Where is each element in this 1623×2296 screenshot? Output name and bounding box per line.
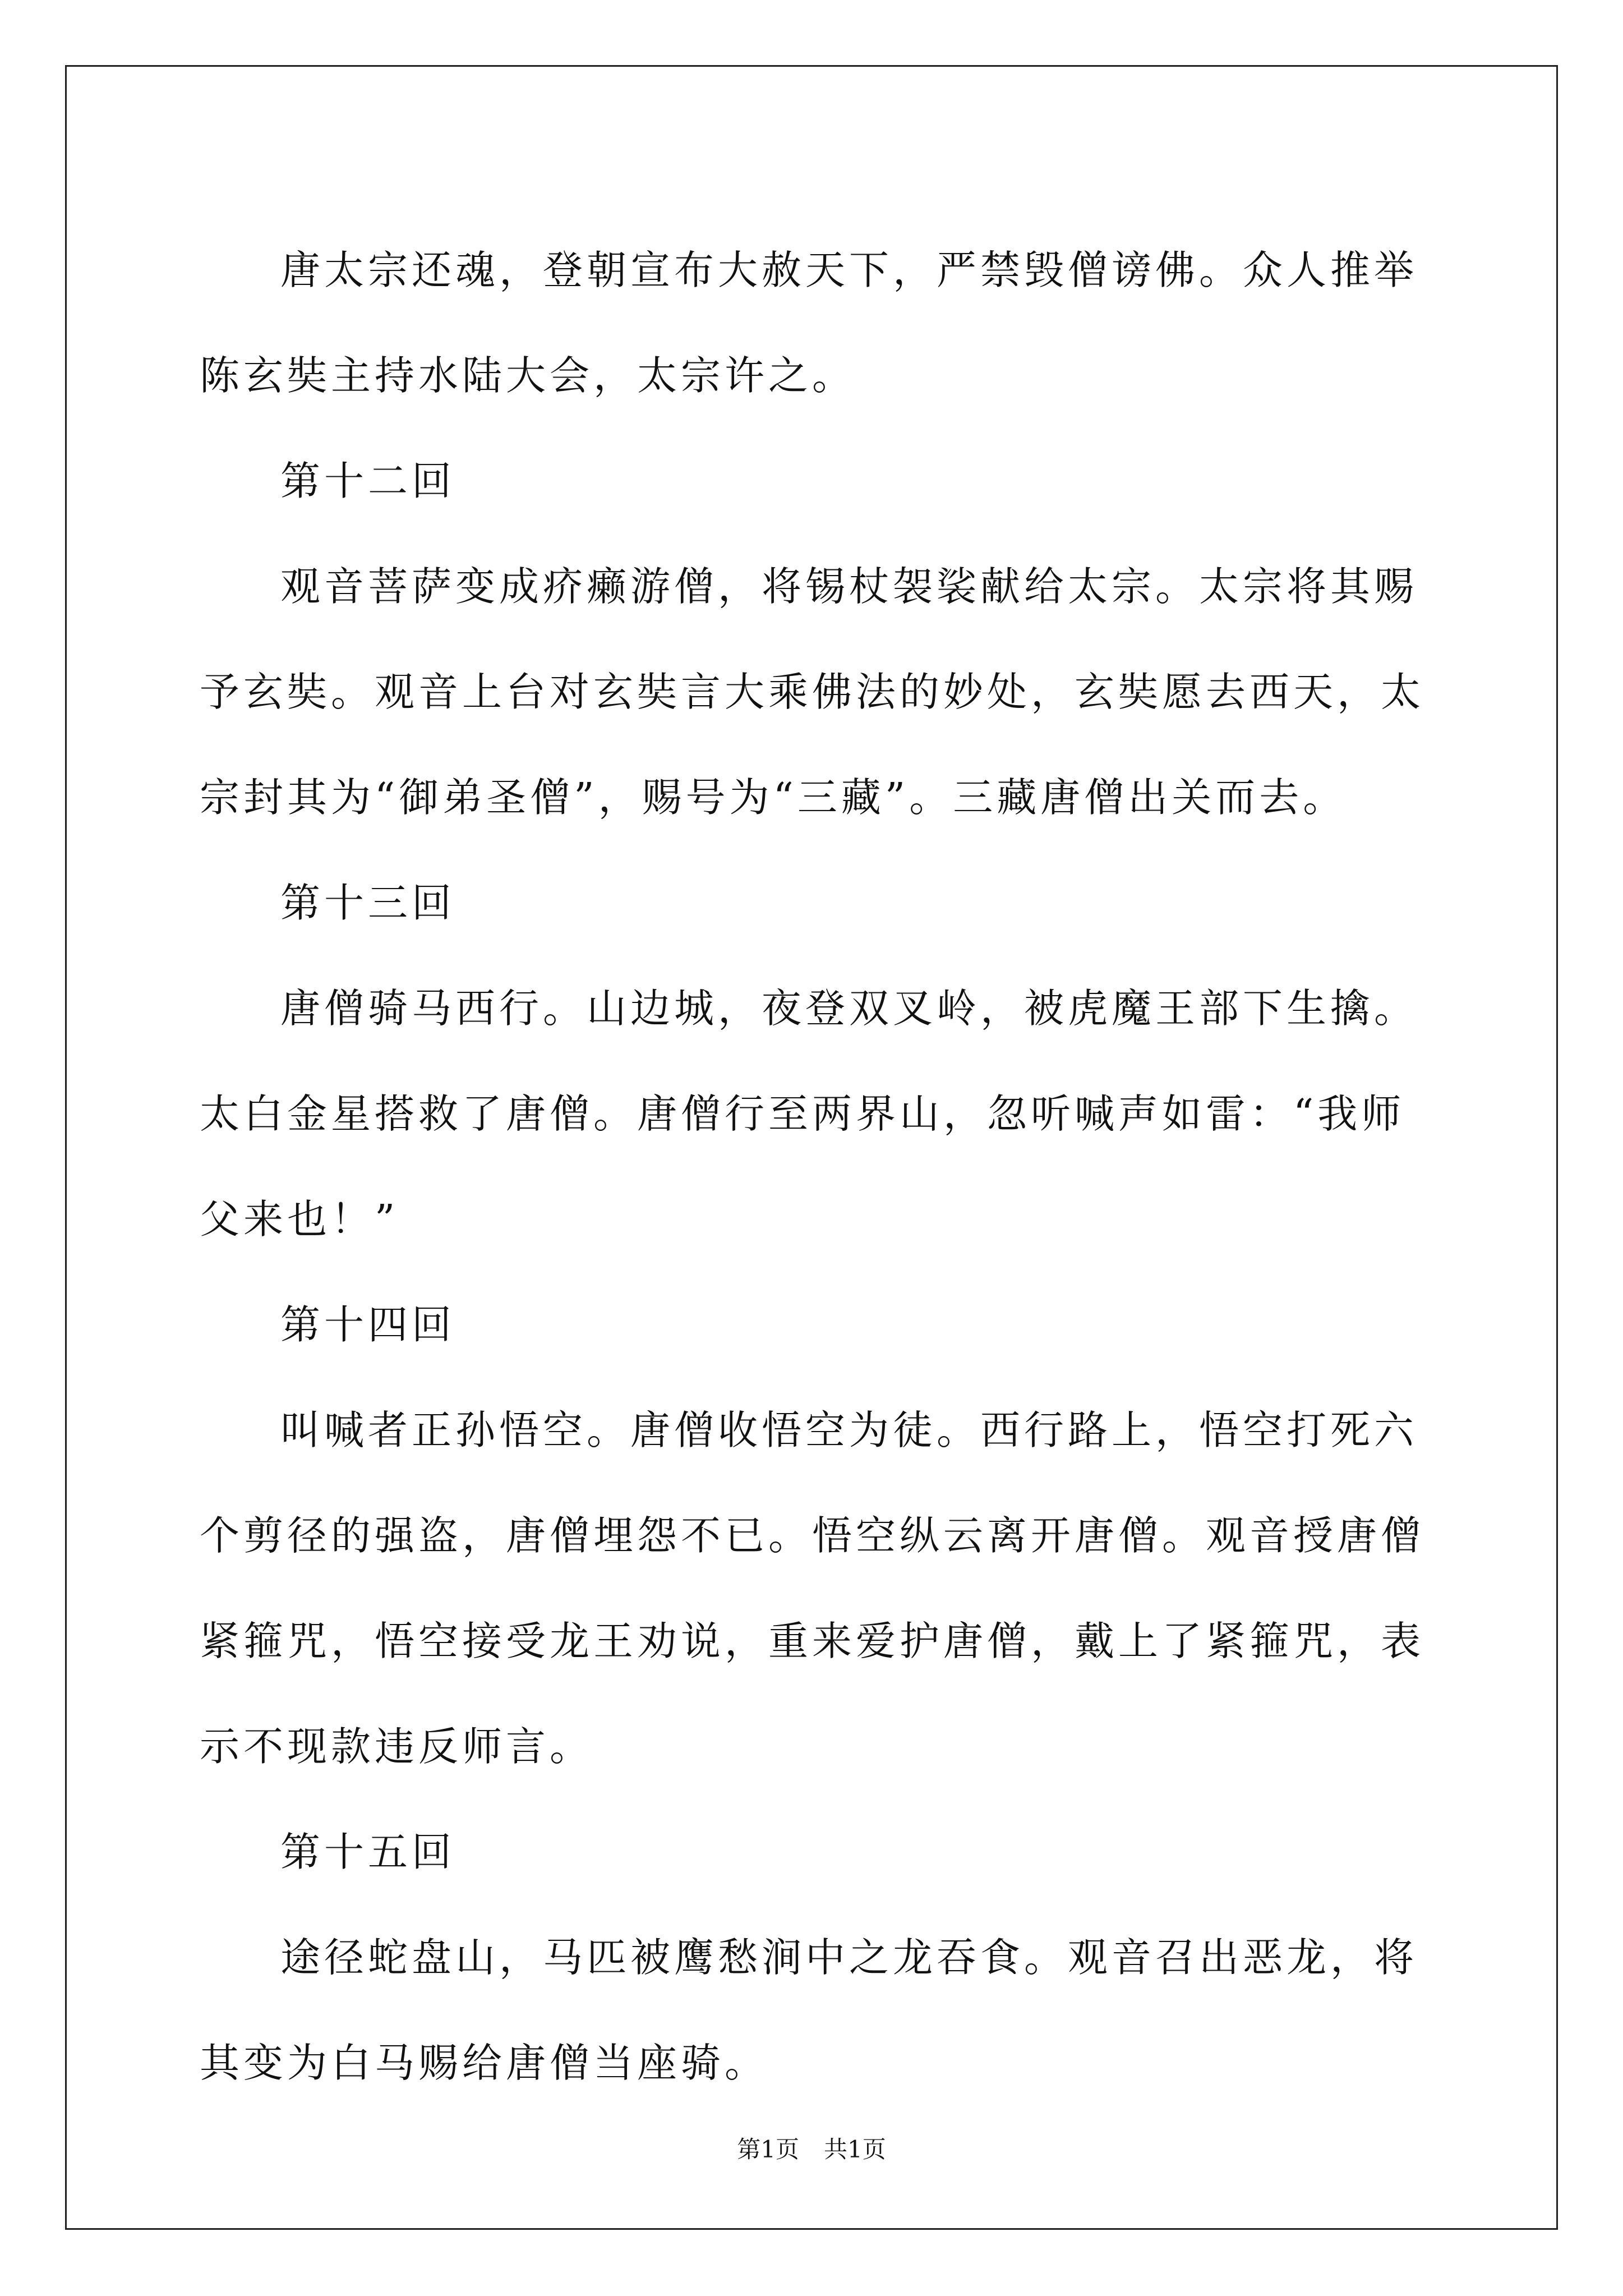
paragraph-3: 唐僧骑马西行。山边城，夜登双叉岭，被虎魔王部下生擒。太白金星搭救了唐僧。唐僧行至两界山，忽听喊声如雷：“我师父来也！” xyxy=(200,985,1418,1243)
page-total: 共1页 xyxy=(824,2136,886,2163)
document-body xyxy=(200,218,1428,2116)
chapter-heading-13: 第十三回 xyxy=(280,880,456,926)
paragraph-5: 途径蛇盘山，马匹被鹰愁涧中之龙吞食。观音召出恶龙，将其变为白马赐给唐僧当座骑。 xyxy=(200,1934,1418,2086)
paragraph-1: 唐太宗还魂，登朝宣布大赦天下，严禁毁僧谤佛。众人推举陈玄奘主持水陆大会，太宗许之。 xyxy=(200,247,1418,399)
chapter-heading-12: 第十二回 xyxy=(280,458,456,504)
page-number: 第1页 xyxy=(737,2136,799,2163)
paragraph-2: 观音菩萨变成疥癞游僧，将锡杖袈裟献给太宗。太宗将其赐予玄奘。观音上台对玄奘言大乘佛法的妙处，玄奘愿去西天，太宗封其为“御弟圣僧”，赐号为“三藏”。三藏唐僧出关而去。 xyxy=(200,563,1425,821)
page-footer xyxy=(0,2134,1623,2165)
chapter-heading-14: 第十四回 xyxy=(280,1301,456,1348)
paragraph-4: 叫喊者正孙悟空。唐僧收悟空为徒。西行路上，悟空打死六个剪径的强盗，唐僧埋怨不已。悟空纵云离开唐僧。观音授唐僧紧箍咒，悟空接受龙王劝说，重来爱护唐僧，戴上了紧箍咒，表示不现款违反师言。 xyxy=(200,1407,1425,1770)
chapter-heading-15: 第十五回 xyxy=(280,1829,456,1875)
